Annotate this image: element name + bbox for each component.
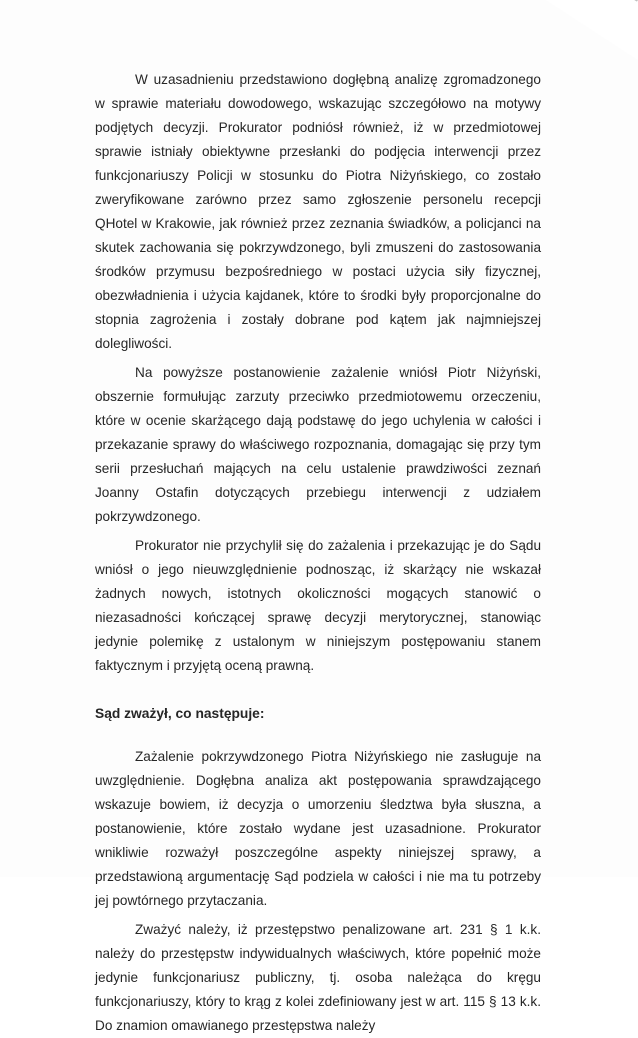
paragraph-complaint: Na powyższe postanowienie zażalenie wniósł Piotr Niżyński, obszernie formułując zarzuty przeciwko przedmiotowemu orzeczeniu, które w ocenie skarżącego dają podstawę do jego uchylenia w całości i przekazanie sprawy do właściwego rozpoznania, domagając się przy tym serii przesłuchań mających na celu ustalenie prawdziwości zeznań Joanny Ostafin dotyczących przebiegu interwencji z udziałem pokrzywdzonego. — [95, 365, 541, 524]
document-body — [95, 68, 541, 1038]
paragraph-justification: W uzasadnieniu przedstawiono dogłębną analizę zgromadzonego w sprawie materiału dowodowego, wskazując szczegółowo na motywy podjętych decyzji. Prokurator podniósł również, iż w przedmiotowej sprawie istniały obiektywne przesłanki do podjęcia interwencji przez funkcjonariuszy Policji w stosunku do Piotra Niżyńskiego, co zostało zweryfikowane zarówno przez samo zgłoszenie personelu recepcji QHotel w Krakowie, jak również przez zeznania świadków, a policjanci na skutek zachowania się pokrzywdzonego, byli zmuszeni do zastosowania środków przymusu bezpośredniego w postaci użycia siły fizycznej, obezwładnienia i użycia kajdanek, które to środki były proporcjonalne do stopnia zagrożenia i zostały dobrane pod kątem jak najmniejszej dolegliwości. — [95, 72, 541, 351]
section-heading: Sąd zważył, co następuje: — [95, 706, 265, 721]
paragraph-legal-analysis: Zważyć należy, iż przestępstwo penalizowane art. 231 § 1 k.k. należy do przestępstw indywidualnych właściwych, które popełnić może jedynie funkcjonariusz publiczny, tj. osoba należąca do kręgu funkcjonariuszy, który to krąg z kolei zdefiniowany jest w art. 115 § 13 k.k. Do znamion omawianego przestępstwa należy — [95, 922, 541, 1033]
paragraph-prosecutor-response: Prokurator nie przychylił się do zażalenia i przekazując je do Sądu wniósł o jego nieuwzględnienie podnosząc, iż skarżący nie wskazał żadnych nowych, istotnych okoliczności mogących stanowić o niezasadności kończącej sprawę decyzji merytorycznej, stanowiąc jedynie polemikę z ustalonym w niniejszym postępowaniu stanem faktycznym i przyjętą oceną prawną. — [95, 538, 541, 673]
page-corner-fold — [546, 0, 638, 60]
paragraph-court-assessment: Zażalenie pokrzywdzonego Piotra Niżyńskiego nie zasługuje na uwzględnienie. Dogłębna analiza akt postępowania sprawdzającego wskazuje bowiem, iż decyzja o umorzeniu śledztwa była słuszna, a postanowienie, które zostało wydane jest uzasadnione. Prokurator wnikliwie rozważył poszczególne aspekty niniejszej sprawy, a przedstawioną argumentację Sąd podziela w całości i nie ma tu potrzeby jej powtórnego przytaczania. — [95, 749, 541, 908]
